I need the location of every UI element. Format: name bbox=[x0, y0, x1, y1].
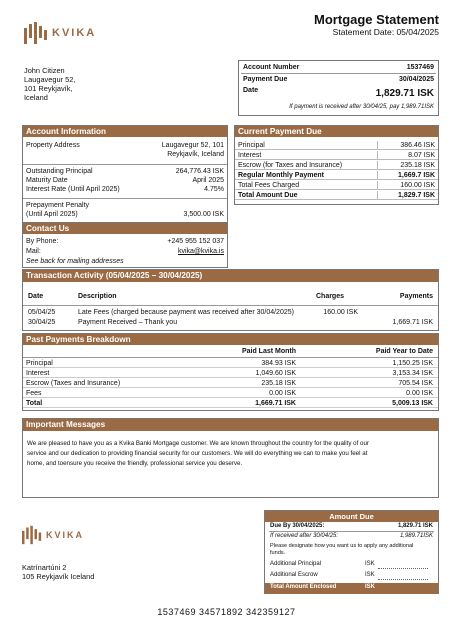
email-link[interactable]: kvika@kvika.is bbox=[177, 248, 224, 255]
due-by-label: Due By 30/04/2025: bbox=[270, 523, 325, 529]
kvika-logo-icon bbox=[24, 22, 48, 44]
additional-principal-currency: ISK bbox=[365, 561, 375, 567]
amount-due: 1,829.71 ISK bbox=[375, 88, 434, 99]
return-street: Katrínartúni 2 bbox=[22, 563, 67, 572]
past-payment-last-month: 1,049.60 ISK bbox=[255, 370, 296, 377]
customer-country: Iceland bbox=[24, 93, 48, 102]
phone-number[interactable]: +245 955 152 037 bbox=[167, 238, 224, 245]
brand-name: KVIKA bbox=[52, 27, 97, 39]
important-messages-box bbox=[22, 418, 439, 498]
payment-row-label: Regular Monthly Payment bbox=[238, 172, 324, 179]
payment-row-value: 160.00 ISK bbox=[377, 181, 435, 190]
maturity-date: April 2025 bbox=[192, 177, 224, 184]
payment-due-label: Payment Due bbox=[243, 76, 288, 83]
current-payment-title: Current Payment Due bbox=[235, 126, 438, 137]
interest-rate-label: Interest Rate (Until April 2025) bbox=[26, 186, 120, 193]
date-label: Date bbox=[243, 87, 259, 94]
transaction-date: 30/04/25 bbox=[28, 319, 56, 326]
col-date: Date bbox=[28, 293, 44, 300]
customer-city: 101 Reykjavík, bbox=[24, 84, 73, 93]
account-number-label: Account Number bbox=[243, 64, 300, 71]
past-payments-title: Past Payments Breakdown bbox=[23, 334, 438, 345]
payment-row bbox=[235, 181, 438, 190]
brand-name: KVIKA bbox=[46, 530, 85, 540]
return-city: 105 Reykjavík Iceland bbox=[22, 572, 95, 581]
interest-rate: 4.75% bbox=[204, 186, 224, 193]
past-payment-last-month: 1,669.71 ISK bbox=[255, 400, 296, 407]
maturity-date-label: Maturity Date bbox=[26, 177, 68, 184]
prepayment-penalty-label: Prepayment Penalty bbox=[26, 202, 90, 209]
barcode-number: 1537469 34571892 342359127 bbox=[157, 607, 296, 617]
outstanding-principal: 264,776.43 ISK bbox=[175, 168, 224, 175]
payment-row-value: 1,669.7 ISK bbox=[377, 171, 435, 180]
return-address bbox=[22, 563, 94, 581]
payment-row bbox=[235, 191, 438, 200]
payment-row bbox=[235, 171, 438, 180]
footer-logo bbox=[22, 525, 84, 545]
statement-header bbox=[314, 12, 439, 37]
past-payment-last-month: 384.93 ISK bbox=[261, 360, 296, 367]
payment-row-label: Total Amount Due bbox=[238, 192, 298, 199]
transaction-charges: 160.00 ISK bbox=[323, 309, 358, 316]
past-payment-label: Interest bbox=[26, 370, 50, 377]
total-enclosed-currency: ISK bbox=[365, 584, 376, 590]
past-payment-label: Total bbox=[26, 400, 43, 407]
message-line: home, and toensure you receive the friendly, professional service you deserve. bbox=[27, 460, 243, 467]
payment-row-label: Total Fees Charged bbox=[238, 182, 300, 189]
kvika-logo-icon bbox=[22, 525, 42, 545]
additional-escrow-currency: ISK bbox=[365, 572, 375, 578]
message-line: service and our dedication to providing financial security for our customers. We will do everything we can to make you feel at bbox=[27, 450, 368, 457]
col-description: Description bbox=[78, 293, 117, 300]
additional-escrow-field[interactable] bbox=[378, 579, 428, 580]
statement-date: Statement Date: 05/04/2025 bbox=[332, 27, 439, 37]
payment-row-value: 1,829.7 ISK bbox=[377, 191, 435, 200]
additional-principal-field[interactable] bbox=[378, 568, 428, 569]
summary-box bbox=[238, 60, 439, 116]
past-payment-ytd: 1,150.25 ISK bbox=[392, 360, 433, 367]
past-payment-row bbox=[23, 389, 438, 398]
amount-due-coupon bbox=[264, 510, 439, 594]
important-messages-title: Important Messages bbox=[23, 419, 438, 431]
transaction-description: Late Fees (charged because payment was received after 30/04/2025) bbox=[78, 309, 294, 316]
past-payment-last-month: 0.00 ISK bbox=[269, 390, 296, 397]
transaction-description: Payment Received – Thank you bbox=[78, 319, 178, 326]
received-after-amount: 1,989.71ISK bbox=[399, 533, 433, 539]
payment-row-value: 235.18 ISK bbox=[377, 161, 435, 170]
past-payments-box bbox=[22, 333, 439, 411]
message-body bbox=[27, 439, 434, 469]
outstanding-principal-label: Outstanding Principal bbox=[26, 168, 93, 175]
brand-logo bbox=[24, 22, 96, 44]
mail-label: Mail: bbox=[26, 248, 41, 255]
payment-row bbox=[235, 151, 438, 160]
past-payment-ytd: 3,153.34 ISK bbox=[392, 370, 433, 377]
past-payment-row bbox=[23, 379, 438, 388]
customer-name: John Citizen bbox=[24, 66, 65, 75]
property-address-line2: Reykjavík, Iceland bbox=[167, 151, 224, 158]
transaction-row bbox=[23, 318, 438, 327]
past-payment-row bbox=[23, 399, 438, 408]
prepayment-penalty-period: (Until April 2025) bbox=[26, 211, 78, 218]
col-payments: Payments bbox=[399, 293, 433, 300]
col-paid-year-to-date: Paid Year to Date bbox=[375, 348, 433, 355]
prepayment-penalty: 3,500.00 ISK bbox=[183, 211, 224, 218]
past-payment-ytd: 5,009.13 ISK bbox=[392, 400, 433, 407]
contact-box bbox=[22, 222, 228, 268]
past-payment-row bbox=[23, 359, 438, 368]
payment-row bbox=[235, 141, 438, 150]
coupon-title: Amount Due bbox=[265, 511, 438, 522]
customer-address bbox=[24, 66, 75, 102]
col-paid-last-month: Paid Last Month bbox=[241, 348, 296, 355]
past-payment-row bbox=[23, 369, 438, 378]
past-payment-label: Fees bbox=[26, 390, 42, 397]
mailing-note: See back for mailing addresses bbox=[26, 258, 124, 265]
past-payment-last-month: 235.18 ISK bbox=[261, 380, 296, 387]
received-after-label: If received after 30/04/25: bbox=[270, 533, 339, 539]
message-line: We are pleased to have you as a Kvika Banki Mortgage customer. We are known throughout the country for the quality of our bbox=[27, 440, 369, 447]
designate-note: Please designate how you want us to apply any additional bbox=[270, 543, 414, 549]
payment-row-label: Escrow (for Taxes and Insurance) bbox=[238, 162, 343, 169]
transaction-activity-box bbox=[22, 269, 439, 331]
past-payment-ytd: 0.00 ISK bbox=[406, 390, 433, 397]
late-payment-note: If payment is received after 30/04/25, pay 1,989.71ISK bbox=[289, 104, 434, 110]
customer-street: Laugavegur 52, bbox=[24, 75, 76, 84]
contact-title: Contact Us bbox=[23, 223, 227, 234]
past-payment-label: Escrow (Taxes and Insurance) bbox=[26, 380, 121, 387]
payment-row-value: 8.07 ISK bbox=[377, 151, 435, 160]
due-by-amount: 1,829.71 ISK bbox=[397, 523, 433, 529]
past-payment-label: Principal bbox=[26, 360, 53, 367]
past-payment-ytd: 705.54 ISK bbox=[398, 380, 433, 387]
property-address-label: Property Address bbox=[26, 142, 80, 149]
col-charges: Charges bbox=[315, 293, 344, 300]
payment-row bbox=[235, 161, 438, 170]
account-information-title: Account Information bbox=[23, 126, 227, 137]
total-enclosed-label: Total Amount Enclosed bbox=[270, 584, 337, 590]
page-title: Mortgage Statement bbox=[314, 12, 439, 27]
phone-label: By Phone: bbox=[26, 238, 59, 245]
account-number: 1537469 bbox=[406, 64, 434, 71]
transaction-payments: 1,669.71 ISK bbox=[392, 319, 433, 326]
additional-principal-label: Additional Principal bbox=[270, 561, 322, 567]
payment-row-label: Principal bbox=[238, 142, 265, 149]
payment-due-date: 30/04/2025 bbox=[398, 76, 434, 83]
transaction-row bbox=[23, 308, 438, 317]
current-payment-box bbox=[234, 125, 439, 205]
payment-row-label: Interest bbox=[238, 152, 262, 159]
payment-row-value: 386.46 ISK bbox=[377, 141, 435, 150]
account-information-box bbox=[22, 125, 228, 223]
property-address-line1: Laugavegur 52, 101 bbox=[161, 142, 224, 149]
designate-note-2: funds. bbox=[270, 550, 286, 556]
additional-escrow-label: Additional Escrow bbox=[270, 572, 318, 578]
transaction-activity-title: Transaction Activity (05/04/2025 – 30/04/2025) bbox=[23, 270, 438, 282]
transaction-date: 05/04/25 bbox=[28, 309, 56, 316]
